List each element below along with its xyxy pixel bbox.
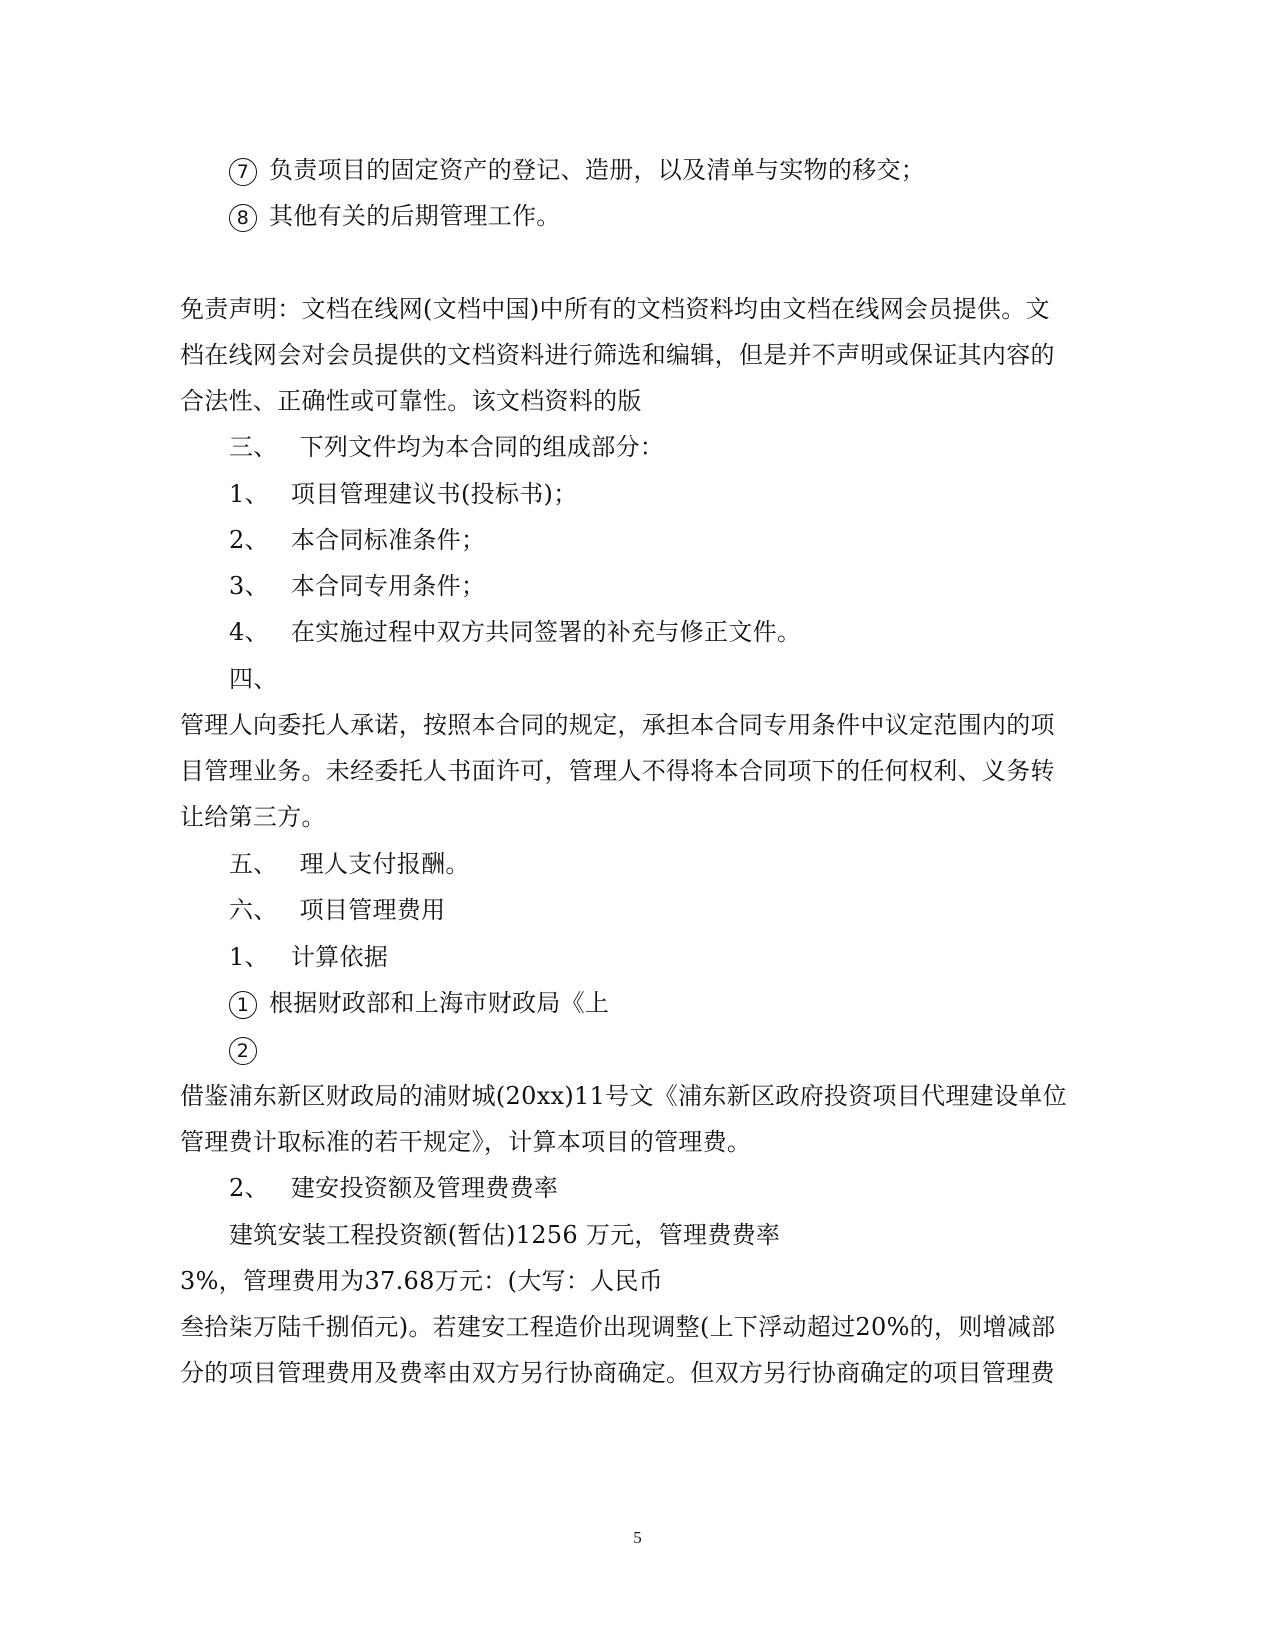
circled-number: 1 (229, 991, 257, 1019)
item-number: 1、 (229, 480, 269, 508)
item-text: 在实施过程中双方共同签署的补充与修正文件。 (290, 618, 802, 646)
paragraph-line: 让给第三方。 (180, 803, 326, 831)
list-item (229, 155, 925, 186)
paragraph-line: 管理人向委托人承诺，按照本合同的规定，承担本合同专用条件中议定范围内的项 (180, 711, 1055, 739)
list-item (229, 617, 801, 647)
circled-number: 2 (229, 1037, 257, 1065)
item-text: 本合同专用条件； (290, 572, 486, 600)
list-item (229, 525, 485, 555)
paragraph-line: 分的项目管理费用及费率由双方另行协商确定。但双方另行协商确定的项目管理费 (180, 1359, 1055, 1387)
paragraph-line: 管理费计取标准的若干规定》，计算本项目的管理费。 (180, 1128, 752, 1156)
section-heading (229, 432, 664, 462)
item-number: 2、 (229, 1174, 269, 1202)
list-item (229, 479, 578, 509)
list-item (229, 988, 609, 1019)
item-number: 1、 (229, 943, 269, 971)
list-item (229, 201, 561, 232)
list-item-text: 根据财政部和上海市财政局《上 (269, 989, 610, 1017)
page-number: 5 (633, 1528, 642, 1547)
item-number: 2、 (229, 526, 269, 554)
paragraph-line: 目管理业务。未经委托人书面许可，管理人不得将本合同项下的任何权利、义务转 (180, 757, 1055, 785)
disclaimer-line: 档在线网会对会员提供的文档资料进行筛选和编辑，但是并不声明或保证其内容的 (180, 341, 1055, 369)
section-title: 项目管理费用 (299, 896, 446, 924)
section-title: 理人支付报酬。 (299, 850, 470, 878)
circled-number: 7 (229, 158, 257, 186)
list-item-text: 其他有关的后期管理工作。 (269, 202, 561, 230)
section-number: 四、 (229, 665, 278, 693)
disclaimer-line: 合法性、正确性或可靠性。该文档资料的版 (180, 387, 642, 415)
circled-number: 8 (229, 204, 257, 232)
list-item (229, 1173, 558, 1203)
disclaimer-line: 免责声明：文档在线网(文档中国)中所有的文档资料均由文档在线网会员提供。文 (180, 295, 1050, 323)
list-item (229, 571, 485, 601)
item-number: 3、 (229, 572, 269, 600)
item-text: 建安投资额及管理费费率 (290, 1174, 559, 1202)
item-number: 4、 (229, 618, 269, 646)
item-text: 本合同标准条件； (290, 526, 486, 554)
paragraph-line: 建筑安装工程投资额(暂估)1256 万元，管理费费率 (229, 1221, 781, 1249)
section-number: 五、 (229, 850, 278, 878)
paragraph-line: 3%，管理费用为37.68万元：(大写：人民币 (180, 1267, 664, 1295)
section-heading (229, 849, 470, 879)
list-item (229, 1034, 269, 1065)
item-text: 计算依据 (290, 943, 389, 971)
paragraph-line: 叁拾柒万陆千捌佰元)。若建安工程造价出现调整(上下浮动超过20%的，则增减部 (180, 1313, 1056, 1341)
section-number: 六、 (229, 896, 278, 924)
list-item-text: 负责项目的固定资产的登记、造册，以及清单与实物的移交； (269, 156, 926, 184)
item-text: 项目管理建议书(投标书)； (290, 480, 578, 508)
section-heading (229, 895, 445, 925)
section-title: 下列文件均为本合同的组成部分： (299, 433, 665, 461)
section-number: 三、 (229, 433, 278, 461)
list-item (229, 942, 388, 972)
paragraph-line: 借鉴浦东新区财政局的浦财城(20xx)11号文《浦东新区政府投资项目代理建设单位 (180, 1082, 1067, 1110)
